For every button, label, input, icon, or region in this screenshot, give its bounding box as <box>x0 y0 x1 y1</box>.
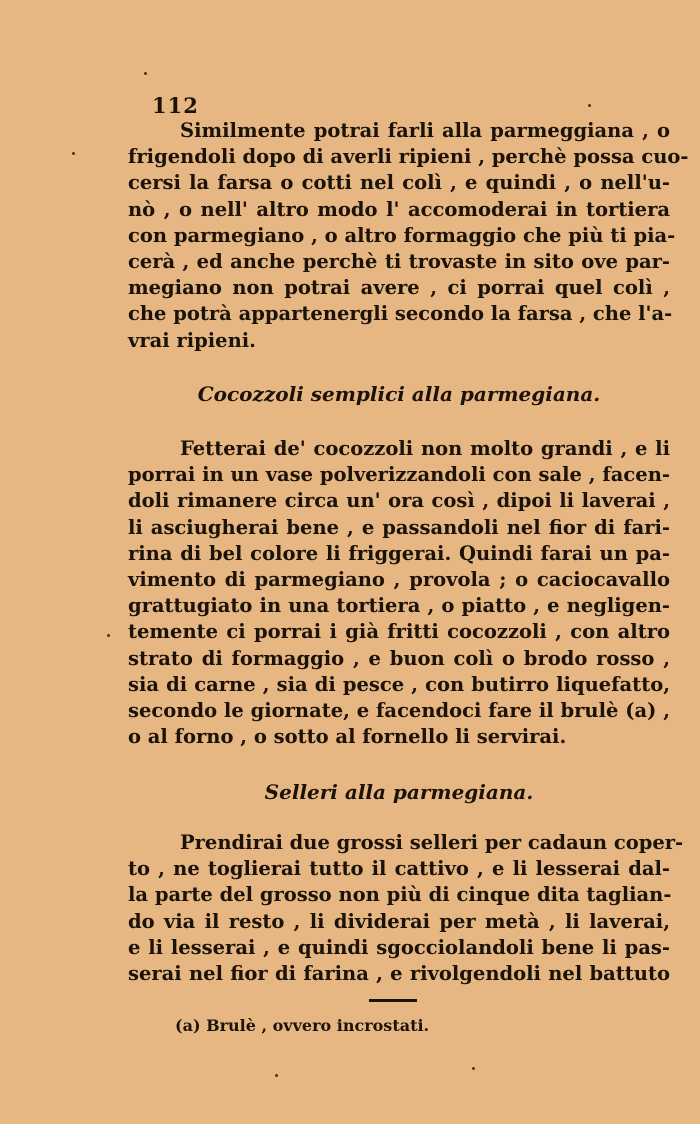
text-line: o al forno , o sotto al fornello li servirai. <box>128 725 567 749</box>
paragraph-3 <box>128 830 684 987</box>
text-line: con parmegiano , o altro formaggio che più ti pia- <box>128 223 676 247</box>
text-line: la parte del grosso non più di cinque dita taglian- <box>128 883 672 907</box>
text-line: Similmente potrai farli alla parmeggiana , o <box>180 119 670 142</box>
text-line: to , ne toglierai tutto il cattivo , e li lesserai dal- <box>128 857 670 881</box>
text-line: secondo le giornate, e facendoci fare il brulè (a) , <box>128 698 670 722</box>
text-line: vrai ripieni. <box>128 328 256 352</box>
text-line: nò , o nell' altro modo l' accomoderai in tortiera <box>128 197 670 221</box>
paper-speck <box>472 1067 475 1070</box>
text-line: megiano non potrai avere , ci porrai quel colì , <box>128 276 670 300</box>
footnote-separator <box>369 999 417 1002</box>
text-line: che potrà appartenergli secondo la farsa , che l'a- <box>128 302 673 326</box>
text-line: e li lesserai , e quindi sgocciolandoli bene li pas- <box>128 935 670 959</box>
text-line: Fetterai de' cocozzoli non molto grandi , e li <box>180 437 670 460</box>
text-line: frigendoli dopo di averli ripieni , perchè possa cuo- <box>128 145 689 169</box>
page-number: 112 <box>152 93 199 118</box>
text-line: rina di bel colore li friggerai. Quindi farai un pa- <box>128 541 670 565</box>
text-line: sia di carne , sia di pesce , con butirro liquefatto, <box>128 672 670 696</box>
text-line: Prendirai due grossi selleri per cadaun coper- <box>180 831 684 854</box>
paper-speck <box>588 104 591 107</box>
text-line: temente ci porrai i già fritti cocozzoli , con altro <box>128 620 670 644</box>
text-line: cerà , ed anche perchè ti trovaste in sito ove par- <box>128 249 670 273</box>
paper-speck <box>72 152 75 155</box>
section-heading-selleri: Selleri alla parmegiana. <box>264 780 534 804</box>
text-line: doli rimanere circa un' ora così , dipoi li laverai , <box>128 489 670 513</box>
text-line: strato di formaggio , e buon colì o brodo rosso , <box>128 646 670 670</box>
text-line: cersi la farsa o cotti nel colì , e quindi , o nell'u- <box>128 171 670 195</box>
paragraph-2 <box>128 436 670 750</box>
text-line: vimento di parmegiano , provola ; o caciocavallo <box>128 567 670 591</box>
footnote: (a) Brulè , ovvero incrostati. <box>175 1016 430 1035</box>
section-heading-cocozzoli: Cocozzoli semplici alla parmegiana. <box>197 382 601 406</box>
paper-speck <box>144 72 147 75</box>
text-line: porrai in un vase polverizzandoli con sale , facen- <box>128 463 670 487</box>
paper-speck <box>275 1074 278 1077</box>
text-line: grattugiato in una tortiera , o piatto , e negligen- <box>128 594 670 618</box>
paper-speck <box>107 634 110 637</box>
paragraph-1 <box>128 118 689 354</box>
text-line: li asciugherai bene , e passandoli nel fior di fari- <box>128 515 670 539</box>
text-line: serai nel fior di farina , e rivolgendoli nel battuto <box>128 961 670 985</box>
text-line: do via il resto , li dividerai per metà , li laverai, <box>128 909 670 933</box>
